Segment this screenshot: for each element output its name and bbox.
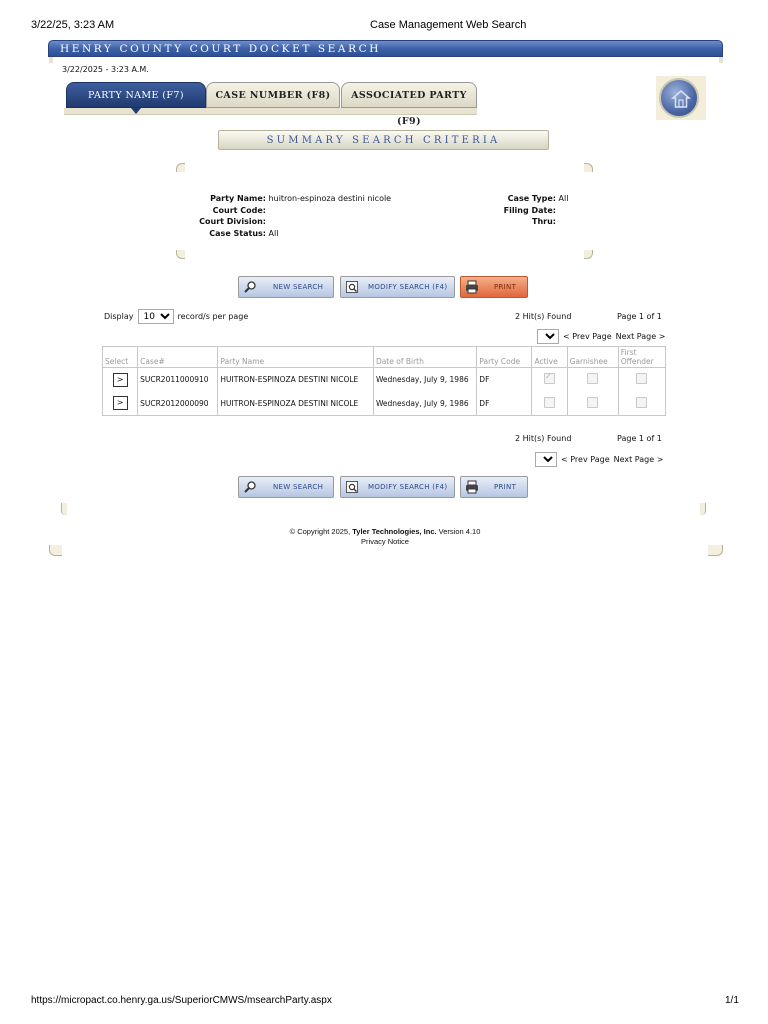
new-search-label: NEW SEARCH: [273, 283, 324, 291]
records-per-page: [104, 309, 248, 324]
timestamp: 3/22/2025 - 3:23 A.M.: [62, 65, 149, 74]
company-name: Tyler Technologies, Inc.: [352, 527, 437, 536]
dob-cell: Wednesday, July 9, 1986: [373, 392, 476, 416]
page-info-bottom: Page 1 of 1: [617, 434, 662, 443]
table-header-row: [103, 347, 666, 368]
frame-right-top: [719, 57, 723, 63]
prev-page-link-top[interactable]: < Prev Page: [563, 332, 612, 341]
party-name-cell: HUITRON-ESPINOZA DESTINI NICOLE: [218, 392, 374, 416]
frame-left-top: [49, 57, 53, 63]
corner-bottom-right: [584, 250, 593, 259]
table-row: [103, 368, 666, 392]
corner-bottom-left: [176, 250, 185, 259]
outer-corner-left: [49, 545, 62, 556]
search-tabs: [64, 82, 477, 127]
col-party-name: Party Name: [218, 347, 374, 368]
criteria-right: [495, 193, 595, 228]
table-row: [103, 392, 666, 416]
inner-corner-left: [61, 503, 67, 515]
new-search-label: NEW SEARCH: [273, 483, 324, 491]
print-page-number: 1/1: [725, 995, 739, 1006]
records-per-page-select[interactable]: [138, 309, 174, 324]
privacy-notice-link[interactable]: Privacy Notice: [361, 537, 409, 546]
summary-heading: SUMMARY SEARCH CRITERIA: [218, 130, 549, 150]
col-select: Select: [103, 347, 138, 368]
dob-cell: Wednesday, July 9, 1986: [373, 368, 476, 392]
tab-case-number[interactable]: CASE NUMBER (F8): [206, 82, 340, 108]
home-panel: [656, 76, 706, 120]
print-label: PRINT: [494, 483, 517, 491]
print-label: PRINT: [494, 283, 517, 291]
case-status-value: All: [268, 228, 279, 238]
print-title: Case Management Web Search: [370, 19, 527, 31]
print-url: https://micropact.co.henry.ga.us/SuperiorCMWS/msearchParty.aspx: [31, 995, 332, 1006]
col-active: Active: [532, 347, 567, 368]
first-offender-checkbox: [636, 397, 647, 408]
col-party-code: Party Code: [477, 347, 532, 368]
active-checkbox: [544, 397, 555, 408]
home-icon: [671, 89, 691, 109]
print-datetime: 3/22/25, 3:23 AM: [31, 19, 115, 31]
prev-page-link-bottom[interactable]: < Prev Page: [561, 455, 610, 464]
tab-underline: [64, 108, 477, 115]
hits-found-bottom: 2 Hit(s) Found: [515, 434, 572, 443]
next-page-link-top[interactable]: Next Page >: [615, 332, 666, 341]
outer-corner-right: [708, 545, 723, 556]
tab-party-name[interactable]: PARTY NAME (F7): [66, 82, 206, 108]
printer-icon: [465, 480, 479, 494]
case-type-value: All: [558, 194, 569, 203]
display-label: Display: [104, 312, 134, 321]
document-search-icon: [345, 480, 359, 494]
active-tab-indicator: [131, 108, 141, 114]
home-button[interactable]: [659, 78, 699, 118]
party-name-value: huitron-espinoza destini nicole: [268, 194, 392, 203]
copyright-prefix: © Copyright 2025,: [289, 527, 353, 536]
inner-corner-right: [700, 503, 706, 515]
modify-search-label: MODIFY SEARCH (F4): [368, 483, 448, 491]
col-case-number: Case#: [138, 347, 218, 368]
pager-bottom: [535, 452, 663, 467]
printer-icon: [465, 280, 479, 294]
magnifier-icon: [243, 280, 257, 294]
next-page-link-bottom[interactable]: Next Page >: [613, 455, 664, 464]
print-button[interactable]: [460, 476, 528, 498]
hits-found-top: 2 Hit(s) Found: [515, 312, 572, 321]
garnishee-checkbox: [587, 373, 598, 384]
app-title-bar: [48, 40, 723, 57]
page-select-bottom[interactable]: [535, 452, 557, 467]
pager-top: [537, 329, 665, 344]
active-checkbox: [544, 373, 555, 384]
tab-associated-party[interactable]: ASSOCIATED PARTY (F9): [341, 82, 477, 108]
case-number-cell: SUCR2011000910: [138, 368, 218, 392]
modify-search-button[interactable]: [340, 476, 455, 498]
per-page-label: record/s per page: [177, 312, 249, 321]
copyright: [200, 527, 570, 536]
page-select-top[interactable]: [537, 329, 559, 344]
col-dob: Date of Birth: [373, 347, 476, 368]
garnishee-checkbox: [587, 397, 598, 408]
results-table: [102, 346, 666, 416]
court-code-label: Court Code:: [212, 205, 266, 215]
document-search-icon: [345, 280, 359, 294]
page-info-top: Page 1 of 1: [617, 312, 662, 321]
select-row-button[interactable]: >: [113, 396, 128, 410]
party-code-cell: DF: [477, 392, 532, 416]
modify-search-button[interactable]: [340, 276, 455, 298]
party-name-label: Party Name:: [210, 194, 266, 203]
court-division-label: Court Division:: [199, 217, 266, 226]
app-title: HENRY COUNTY COURT DOCKET SEARCH: [60, 43, 382, 55]
party-name-cell: HUITRON-ESPINOZA DESTINI NICOLE: [218, 368, 374, 392]
corner-top-right: [584, 163, 593, 172]
first-offender-checkbox: [636, 373, 647, 384]
corner-top-left: [176, 163, 185, 172]
filing-date-label: Filing Date:: [503, 205, 556, 215]
version: Version 4.10: [436, 527, 481, 536]
new-search-button[interactable]: [238, 276, 334, 298]
print-button[interactable]: [460, 276, 528, 298]
thru-label: Thru:: [532, 217, 556, 226]
new-search-button[interactable]: [238, 476, 334, 498]
select-row-button[interactable]: >: [113, 373, 128, 387]
criteria-left: [190, 193, 490, 239]
case-status-label: Case Status:: [209, 228, 266, 238]
col-garnishee: Garnishee: [567, 347, 618, 368]
col-first-offender: First Offender: [618, 347, 665, 368]
magnifier-icon: [243, 480, 257, 494]
party-code-cell: DF: [477, 368, 532, 392]
case-type-label: Case Type:: [507, 194, 556, 203]
case-number-cell: SUCR2012000090: [138, 392, 218, 416]
modify-search-label: MODIFY SEARCH (F4): [368, 283, 448, 291]
